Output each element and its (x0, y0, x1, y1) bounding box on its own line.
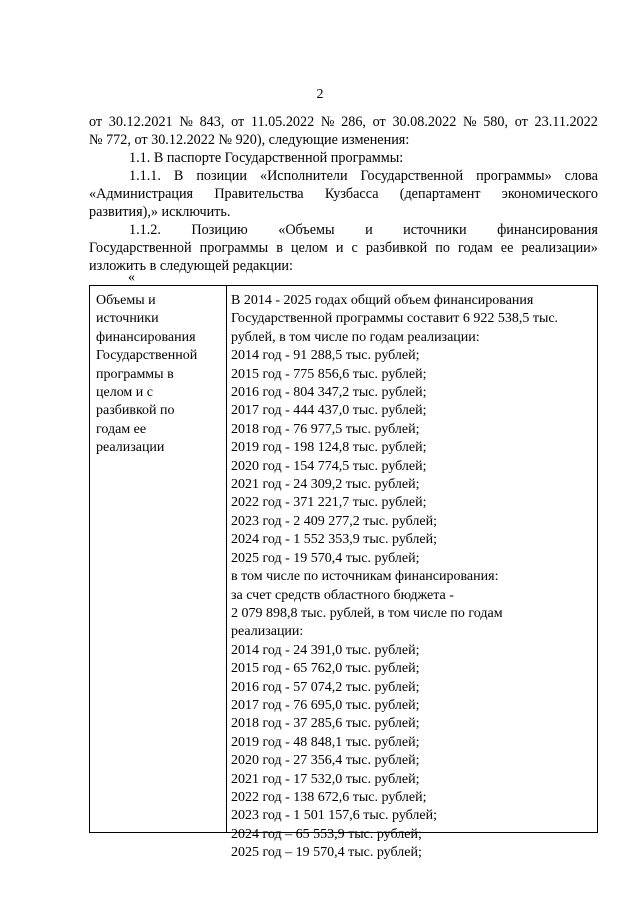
right-cell-line: 2023 год - 1 501 157,6 тыс. рублей; (231, 808, 438, 824)
word: 1.1.2. (129, 222, 161, 238)
word: разбивкой (365, 240, 428, 256)
word: от (89, 114, 103, 130)
right-cell-line: 2022 год - 371 221,7 тыс. рублей; (231, 495, 427, 511)
right-cell-line: 2021 год - 17 532,0 тыс. рублей; (231, 771, 420, 787)
word: Правительства (214, 186, 304, 202)
word: «Объемы (278, 222, 335, 238)
financing-table (89, 285, 598, 861)
right-cell-line: 2017 год - 76 695,0 тыс. рублей; (231, 697, 420, 713)
right-cell-line: 2022 год - 138 672,6 тыс. рублей; (231, 789, 427, 805)
word: программы» (476, 168, 552, 184)
item-1-1-2-line-3: изложить в следующей редакции: (89, 258, 293, 274)
right-cell-line: за счет средств областного бюджета - (231, 587, 454, 603)
word: «Администрация (89, 186, 194, 202)
left-cell-line: годам ее (96, 421, 147, 437)
right-cell-line: 2025 год - 19 570,4 тыс. рублей; (231, 550, 420, 566)
word: 843, (199, 114, 225, 130)
item-1-1-1-line-1 (129, 167, 598, 185)
right-cell-line: 2016 год - 804 347,2 тыс. рублей; (231, 385, 427, 401)
page-number: 2 (316, 87, 324, 102)
right-cell-line: 2020 год - 27 356,4 тыс. рублей; (231, 753, 420, 769)
left-cell-line: Объемы и (96, 293, 156, 308)
word: от (514, 114, 528, 130)
word: позиции (196, 168, 247, 184)
right-cell-line: 2025 год – 19 570,4 тыс. рублей; (231, 845, 422, 861)
left-cell-line: целом и с (96, 385, 153, 401)
table-column-divider (226, 286, 227, 832)
word: 23.11.2022 (534, 114, 598, 130)
left-cell-line: разбивкой по (96, 403, 175, 419)
table-right-cell (231, 292, 593, 863)
word: от (372, 114, 386, 130)
right-cell-line: 2023 год - 2 409 277,2 тыс. рублей; (231, 513, 438, 529)
intro-line-1 (89, 113, 598, 131)
item-1-1-1-line-3: развития),» исключить. (89, 204, 231, 220)
word: в (276, 240, 283, 256)
right-cell-line: 2020 год - 154 774,5 тыс. рублей; (231, 458, 427, 474)
word: реализации» (521, 240, 598, 256)
word: слова (564, 168, 598, 184)
word: ее (500, 240, 514, 256)
right-cell-line: Государственной программы составит 6 922 538,5 тыс. (231, 311, 559, 327)
word: с (351, 240, 358, 256)
word: 286, (341, 114, 366, 130)
word: № (179, 114, 193, 130)
word: источники (403, 222, 467, 238)
word: по (435, 240, 450, 256)
right-cell-line: 2015 год - 775 856,6 тыс. рублей; (231, 366, 427, 382)
word: 1.1.1. (129, 168, 161, 184)
item-1-1-1-line-2 (89, 185, 598, 203)
right-cell-line: 2019 год - 198 124,8 тыс. рублей; (231, 440, 427, 456)
right-cell-line: 2015 год - 65 762,0 тыс. рублей; (231, 661, 420, 677)
item-1-1: 1.1. В паспорте Государственной программы: (129, 150, 404, 166)
right-cell-line: в том числе по источникам финансирования: (231, 569, 499, 585)
word: 11.05.2022 (250, 114, 315, 130)
left-cell-line: финансирования (96, 329, 196, 345)
intro-line-2: № 772, от 30.12.2022 № 920), следующие изменения: (89, 132, 410, 148)
right-cell-line: 2019 год - 48 848,1 тыс. рублей; (231, 734, 420, 750)
right-cell-line: рублей, в том числе по годам реализации: (231, 329, 480, 345)
word: годам (458, 240, 493, 256)
word: № (320, 114, 335, 130)
word: 580, (483, 114, 509, 130)
right-cell-line: 2024 год - 1 552 353,9 тыс. рублей; (231, 532, 438, 548)
left-cell-line: Государственной (96, 348, 198, 364)
word: (департамент (399, 186, 481, 202)
word: В (173, 168, 184, 184)
right-cell-line: 2018 год - 37 285,6 тыс. рублей; (231, 716, 420, 732)
right-cell-line: В 2014 - 2025 годах общий объем финансирования (231, 293, 534, 308)
word: 30.12.2021 (108, 114, 173, 130)
word: и (365, 222, 373, 238)
open-quote: « (128, 270, 135, 285)
right-cell-line: 2024 год – 65 553,9 тыс. рублей; (231, 826, 422, 842)
word: Кузбасса (324, 186, 379, 202)
word: программы (199, 240, 269, 256)
word: целом (290, 240, 328, 256)
word: экономического (501, 186, 598, 202)
word: Позицию (191, 222, 248, 238)
left-cell-line: источники (96, 311, 159, 327)
right-cell-line: 2016 год - 57 074,2 тыс. рублей; (231, 679, 420, 695)
word: от (231, 114, 245, 130)
right-cell-line: 2017 год - 444 437,0 тыс. рублей; (231, 403, 427, 419)
word: Государственной (360, 168, 464, 184)
item-1-1-2-line-1 (129, 221, 598, 239)
word: и (335, 240, 344, 256)
right-cell-line: реализации: (231, 624, 304, 640)
right-cell-line: 2014 год - 24 391,0 тыс. рублей; (231, 642, 420, 658)
right-cell-line: 2018 год - 76 977,5 тыс. рублей; (231, 421, 420, 437)
right-cell-line: 2021 год - 24 309,2 тыс. рублей; (231, 477, 420, 493)
word: № (462, 114, 477, 130)
right-cell-line: 2 079 898,8 тыс. рублей, в том числе по годам (231, 605, 503, 621)
word: «Исполнители (259, 168, 348, 184)
right-cell-line: 2014 год - 91 288,5 тыс. рублей; (231, 348, 420, 364)
word: 30.08.2022 (392, 114, 457, 130)
word: Государственной (89, 240, 192, 256)
word: финансирования (497, 222, 598, 238)
item-1-1-2-line-2 (89, 239, 598, 257)
left-cell-line: программы в (96, 366, 174, 382)
left-cell-line: реализации (96, 440, 165, 456)
table-left-cell (96, 292, 224, 458)
